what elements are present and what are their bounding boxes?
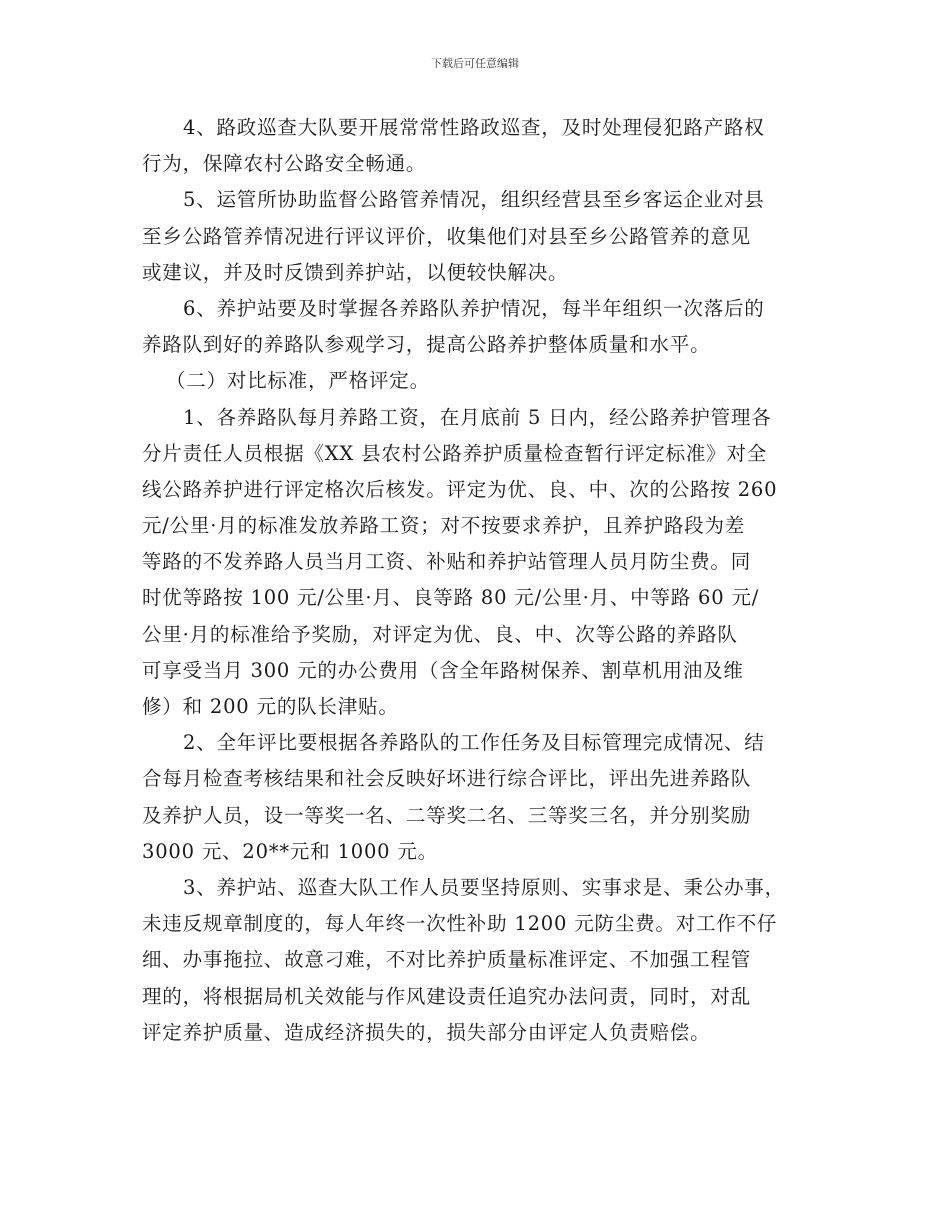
body-text-line: 等路的不发养路人员当月工资、补贴和养护站管理人员月防尘费。同 [142, 550, 752, 574]
body-text-line: 未违反规章制度的，每人年终一次性补助 1200 元防尘费。对工作不仔 [142, 912, 778, 936]
body-text-line: 线公路养护进行评定格次后核发。评定为优、良、中、次的公路按 260 [142, 477, 778, 501]
body-text-line: 2、全年评比要根据各养路队的工作任务及目标管理完成情况、结 [183, 731, 765, 755]
body-text-line: 元/公里·月的标准发放养路工资；对不按要求养护，且养护路段为差 [142, 514, 746, 538]
document-body [142, 110, 822, 1051]
body-text-line: 1、各养路队每月养路工资，在月底前 5 日内，经公路养护管理各 [183, 405, 772, 429]
body-text-line: 3、养护站、巡查大队工作人员要坚持原则、实事求是、秉公办事， [183, 875, 785, 899]
body-text-line: 可享受当月 300 元的办公费用（含全年路树保养、割草机用油及维 [142, 658, 744, 682]
body-text-line: 5、运管所协助监督公路管养情况，组织经营县至乡客运企业对县 [183, 188, 765, 212]
body-text-line: 分片责任人员根据《XX 县农村公路养护质量检查暂行评定标准》对全 [142, 441, 768, 465]
body-text-line: 养路队到好的养路队参观学习，提高公路养护整体质量和水平。 [142, 333, 711, 357]
body-text-line: 理的，将根据局机关效能与作风建设责任追究办法问责，同时，对乱 [142, 984, 752, 1008]
body-text-line: 时优等路按 100 元/公里·月、良等路 80 元/公里·月、中等路 60 元/ [142, 586, 760, 610]
page-header-note: 下载后可任意编辑 [431, 57, 519, 70]
body-text-line: 行为，保障农村公路安全畅通。 [142, 152, 427, 176]
body-text-line: （二）对比标准，严格评定。 [166, 369, 430, 393]
body-text-line: 或建议，并及时反馈到养护站，以便较快解决。 [142, 260, 569, 284]
body-text-line: 公里·月的标准给予奖励，对评定为优、良、中、次等公路的养路队 [142, 622, 738, 646]
body-text-line: 至乡公路管养情况进行评议评价，收集他们对县至乡公路管养的意见 [142, 224, 752, 248]
body-text-line: 细、办事拖拉、故意刁难，不对比养护质量标准评定、不加强工程管 [142, 948, 752, 972]
body-text-line: 评定养护质量、造成经济损失的，损失部分由评定人负责赔偿。 [142, 1020, 711, 1044]
body-text-line: 及养护人员，设一等奖一名、二等奖二名、三等奖三名，并分别奖励 [142, 803, 752, 827]
body-text-line: 合每月检查考核结果和社会反映好坏进行综合评比，评出先进养路队 [142, 767, 752, 791]
body-text-line: 3000 元、20**元和 1000 元。 [142, 839, 438, 863]
body-text-line: 修）和 200 元的队长津贴。 [142, 695, 399, 718]
body-text-line: 6、养护站要及时掌握各养路队养护情况，每半年组织一次落后的 [183, 296, 765, 320]
body-text-line: 4、路政巡查大队要开展常常性路政巡查，及时处理侵犯路产路权 [183, 116, 765, 139]
